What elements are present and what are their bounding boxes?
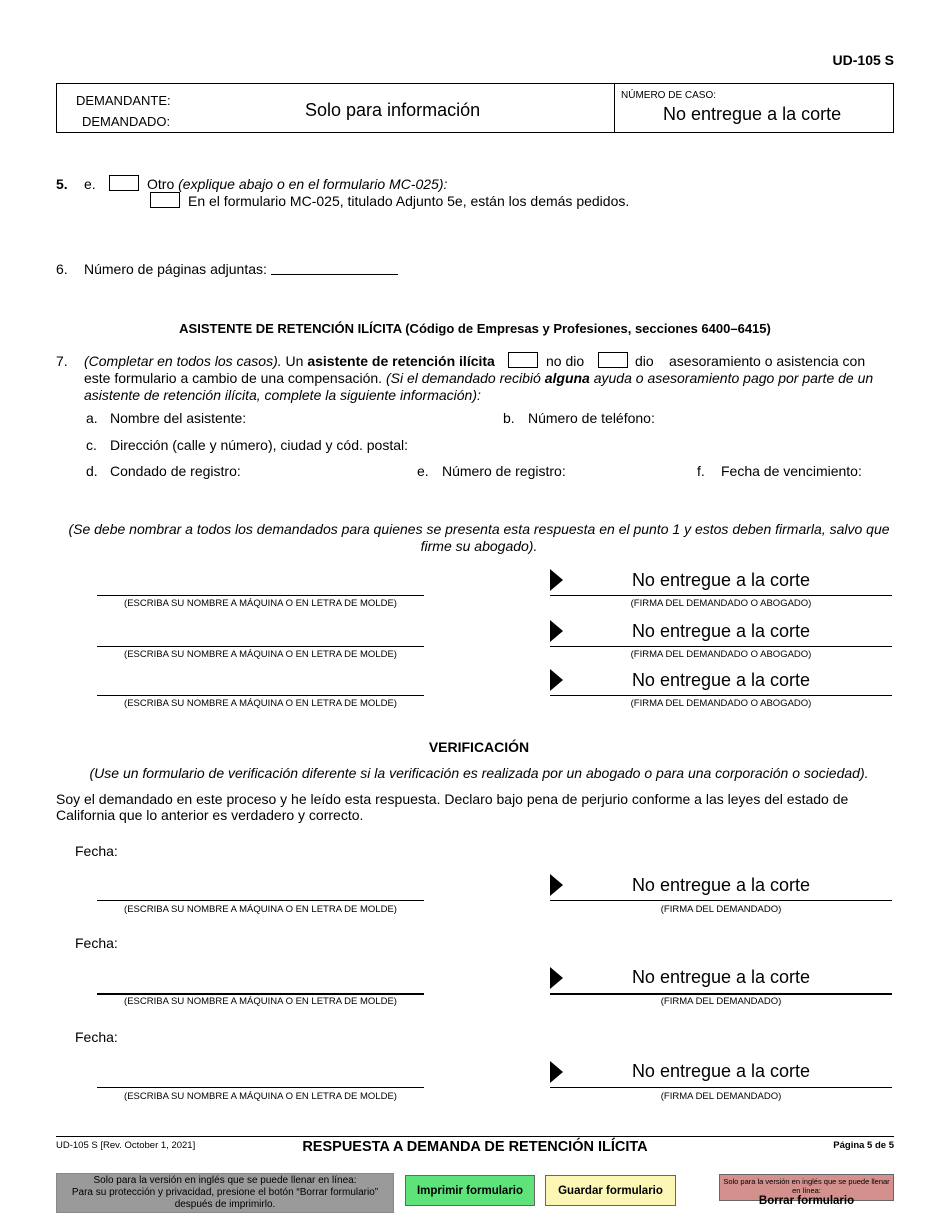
mc025-checkbox[interactable] bbox=[150, 192, 180, 211]
item7d-letter: d. bbox=[86, 463, 98, 479]
other-label: Otro bbox=[147, 176, 175, 192]
intro-tail: asesoramiento o asistencia con bbox=[669, 353, 866, 369]
signature-caption: (FIRMA DEL DEMANDADO O ABOGADO) bbox=[630, 649, 812, 660]
line2-italic-a: (Si el demandado recibió bbox=[385, 370, 541, 386]
notice-line-3: después de imprimirlo. bbox=[174, 1199, 276, 1210]
intro-italic: (Completar en todos los casos). bbox=[84, 353, 282, 369]
name-caption: (ESCRIBA SU NOMBRE A MÁQUINA O EN LETRA DE MOLDE) bbox=[124, 996, 397, 1007]
date-label: Fecha: bbox=[75, 843, 118, 859]
signature-line bbox=[550, 595, 892, 596]
item7c-label: Dirección (calle y número), ciudad y cód. postal: bbox=[110, 437, 409, 453]
item7-line2 bbox=[84, 370, 873, 387]
name-caption: (ESCRIBA SU NOMBRE A MÁQUINA O EN LETRA DE MOLDE) bbox=[124, 1091, 397, 1102]
checkbox-box[interactable] bbox=[109, 175, 139, 191]
name-line[interactable] bbox=[97, 1087, 424, 1088]
item6-number: 6. bbox=[56, 261, 68, 277]
signature-line bbox=[550, 646, 892, 647]
footer-revision: UD-105 S [Rev. October 1, 2021] bbox=[56, 1140, 196, 1151]
item7-line3 bbox=[84, 387, 481, 404]
save-form-button[interactable]: Guardar formulario bbox=[545, 1175, 676, 1206]
signature-value[interactable]: No entregue a la corte bbox=[631, 967, 811, 987]
item7a-letter: a. bbox=[86, 410, 98, 426]
signature-line bbox=[550, 1087, 892, 1088]
verification-heading: VERIFICACIÓN bbox=[428, 739, 530, 755]
item6-label: Número de páginas adjuntas: bbox=[84, 261, 267, 277]
item7f-letter: f. bbox=[697, 463, 705, 479]
line3-italic: asistente de retención ilícita, complete la siguiente información): bbox=[84, 387, 481, 403]
signature-line bbox=[550, 993, 892, 995]
intro-un: Un bbox=[285, 353, 304, 369]
attached-pages-field[interactable] bbox=[271, 274, 398, 275]
name-line[interactable] bbox=[97, 646, 424, 647]
form-id: UD-105 S bbox=[832, 52, 894, 68]
mc025-text: En el formulario MC-025, titulado Adjunto 5e, están los demás pedidos. bbox=[188, 193, 630, 209]
clear-form-button[interactable] bbox=[719, 1174, 894, 1207]
item7e-letter: e. bbox=[417, 463, 429, 479]
signature-value[interactable]: No entregue a la corte bbox=[631, 570, 811, 590]
item7b-label: Número de teléfono: bbox=[528, 410, 655, 426]
plaintiff-label: DEMANDANTE: bbox=[76, 93, 171, 108]
verification-statement-2: California que lo anterior es verdadero y correcto. bbox=[56, 807, 364, 823]
footer-rule bbox=[56, 1136, 894, 1137]
clear-label: Borrar formulario bbox=[758, 1195, 855, 1207]
signature-caption: (FIRMA DEL DEMANDADO O ABOGADO) bbox=[630, 598, 812, 609]
name-caption: (ESCRIBA SU NOMBRE A MÁQUINA O EN LETRA DE MOLDE) bbox=[124, 904, 397, 915]
signature-note: (Se debe nombrar a todos los demandados para quienes se presenta esta respuesta en el punto 1 y estos deben firmarla, salvo que firme su abogado). bbox=[68, 521, 890, 554]
name-line[interactable] bbox=[97, 695, 424, 696]
case-number-value[interactable]: No entregue a la corte bbox=[663, 104, 842, 124]
clear-small-text: Solo para la versión en inglés que se puede llenar en línea: bbox=[723, 1177, 890, 1195]
notice-line-2: Para su protección y privacidad, presione el botón “Borrar formulario” bbox=[71, 1187, 379, 1198]
print-form-button[interactable]: Imprimir formulario bbox=[405, 1175, 535, 1206]
other-italic: (explique abajo o en el formulario MC-025): bbox=[178, 176, 448, 192]
no-dio-checkbox[interactable] bbox=[508, 352, 538, 371]
name-line[interactable] bbox=[97, 993, 424, 995]
line2-italic-b: ayuda o asesoramiento pago por parte de un bbox=[593, 370, 874, 386]
checkbox-box[interactable] bbox=[508, 352, 538, 368]
verification-note: (Use un formulario de verificación diferente si la verificación es realizada por un abogado o para una corporación o sociedad). bbox=[89, 765, 869, 781]
privacy-notice bbox=[56, 1173, 394, 1213]
item5-number: 5. bbox=[56, 176, 68, 192]
signature-value[interactable]: No entregue a la corte bbox=[631, 1061, 811, 1081]
signature-caption: (FIRMA DEL DEMANDADO) bbox=[660, 904, 782, 915]
date-label: Fecha: bbox=[75, 935, 118, 951]
signature-caption: (FIRMA DEL DEMANDADO) bbox=[660, 996, 782, 1007]
signature-value[interactable]: No entregue a la corte bbox=[631, 670, 811, 690]
name-caption: (ESCRIBA SU NOMBRE A MÁQUINA O EN LETRA DE MOLDE) bbox=[124, 598, 397, 609]
caption-divider bbox=[614, 84, 615, 132]
item7b-letter: b. bbox=[503, 410, 515, 426]
footer-title: RESPUESTA A DEMANDA DE RETENCIÓN ILÍCITA bbox=[302, 1139, 648, 1155]
signature-line bbox=[550, 900, 892, 901]
item7c-letter: c. bbox=[86, 437, 97, 453]
line2-bold: alguna bbox=[544, 370, 590, 386]
notice-line-1: Solo para la versión en inglés que se puede llenar en línea: bbox=[93, 1175, 357, 1186]
item7a-label: Nombre del asistente: bbox=[110, 410, 247, 426]
dio-checkbox[interactable] bbox=[598, 352, 628, 371]
signature-value[interactable]: No entregue a la corte bbox=[631, 875, 811, 895]
caption-box bbox=[56, 83, 894, 133]
verification-statement-1: Soy el demandado en este proceso y he leído esta respuesta. Declaro bajo pena de perjurio conforme a las leyes del estado de bbox=[56, 791, 849, 807]
item7f-label: Fecha de vencimiento: bbox=[721, 463, 862, 479]
signature-caption: (FIRMA DEL DEMANDADO O ABOGADO) bbox=[630, 698, 812, 709]
item7-line1 bbox=[84, 353, 495, 370]
item7e-label: Número de registro: bbox=[442, 463, 566, 479]
name-caption: (ESCRIBA SU NOMBRE A MÁQUINA O EN LETRA DE MOLDE) bbox=[124, 649, 397, 660]
case-number-label: NÚMERO DE CASO: bbox=[621, 90, 717, 101]
footer-page: Página 5 de 5 bbox=[833, 1140, 894, 1151]
item7d-label: Condado de registro: bbox=[110, 463, 241, 479]
item7-number: 7. bbox=[56, 353, 68, 369]
item5-letter: e. bbox=[84, 176, 96, 192]
dio-label: dio bbox=[635, 353, 654, 369]
signature-value[interactable]: No entregue a la corte bbox=[631, 621, 811, 641]
signature-line bbox=[550, 695, 892, 696]
no-dio-label: no dio bbox=[546, 353, 585, 369]
defendant-label: DEMANDADO: bbox=[82, 114, 171, 129]
signature-caption: (FIRMA DEL DEMANDADO) bbox=[660, 1091, 782, 1102]
line2-a: este formulario a cambio de una compensación. bbox=[84, 370, 383, 386]
name-line[interactable] bbox=[97, 900, 424, 901]
name-caption: (ESCRIBA SU NOMBRE A MÁQUINA O EN LETRA DE MOLDE) bbox=[124, 698, 397, 709]
checkbox-box[interactable] bbox=[598, 352, 628, 368]
assistant-heading: ASISTENTE DE RETENCIÓN ILÍCITA (Código de Empresas y Profesiones, secciones 6400–6415) bbox=[179, 321, 771, 336]
date-label: Fecha: bbox=[75, 1029, 118, 1045]
item5e-checkbox[interactable] bbox=[109, 175, 139, 194]
caption-center-text: Solo para información bbox=[305, 100, 481, 120]
checkbox-box[interactable] bbox=[150, 192, 180, 208]
item5e-other-text bbox=[147, 176, 447, 193]
intro-bold: asistente de retención ilícita bbox=[307, 353, 495, 369]
name-line[interactable] bbox=[97, 595, 424, 596]
